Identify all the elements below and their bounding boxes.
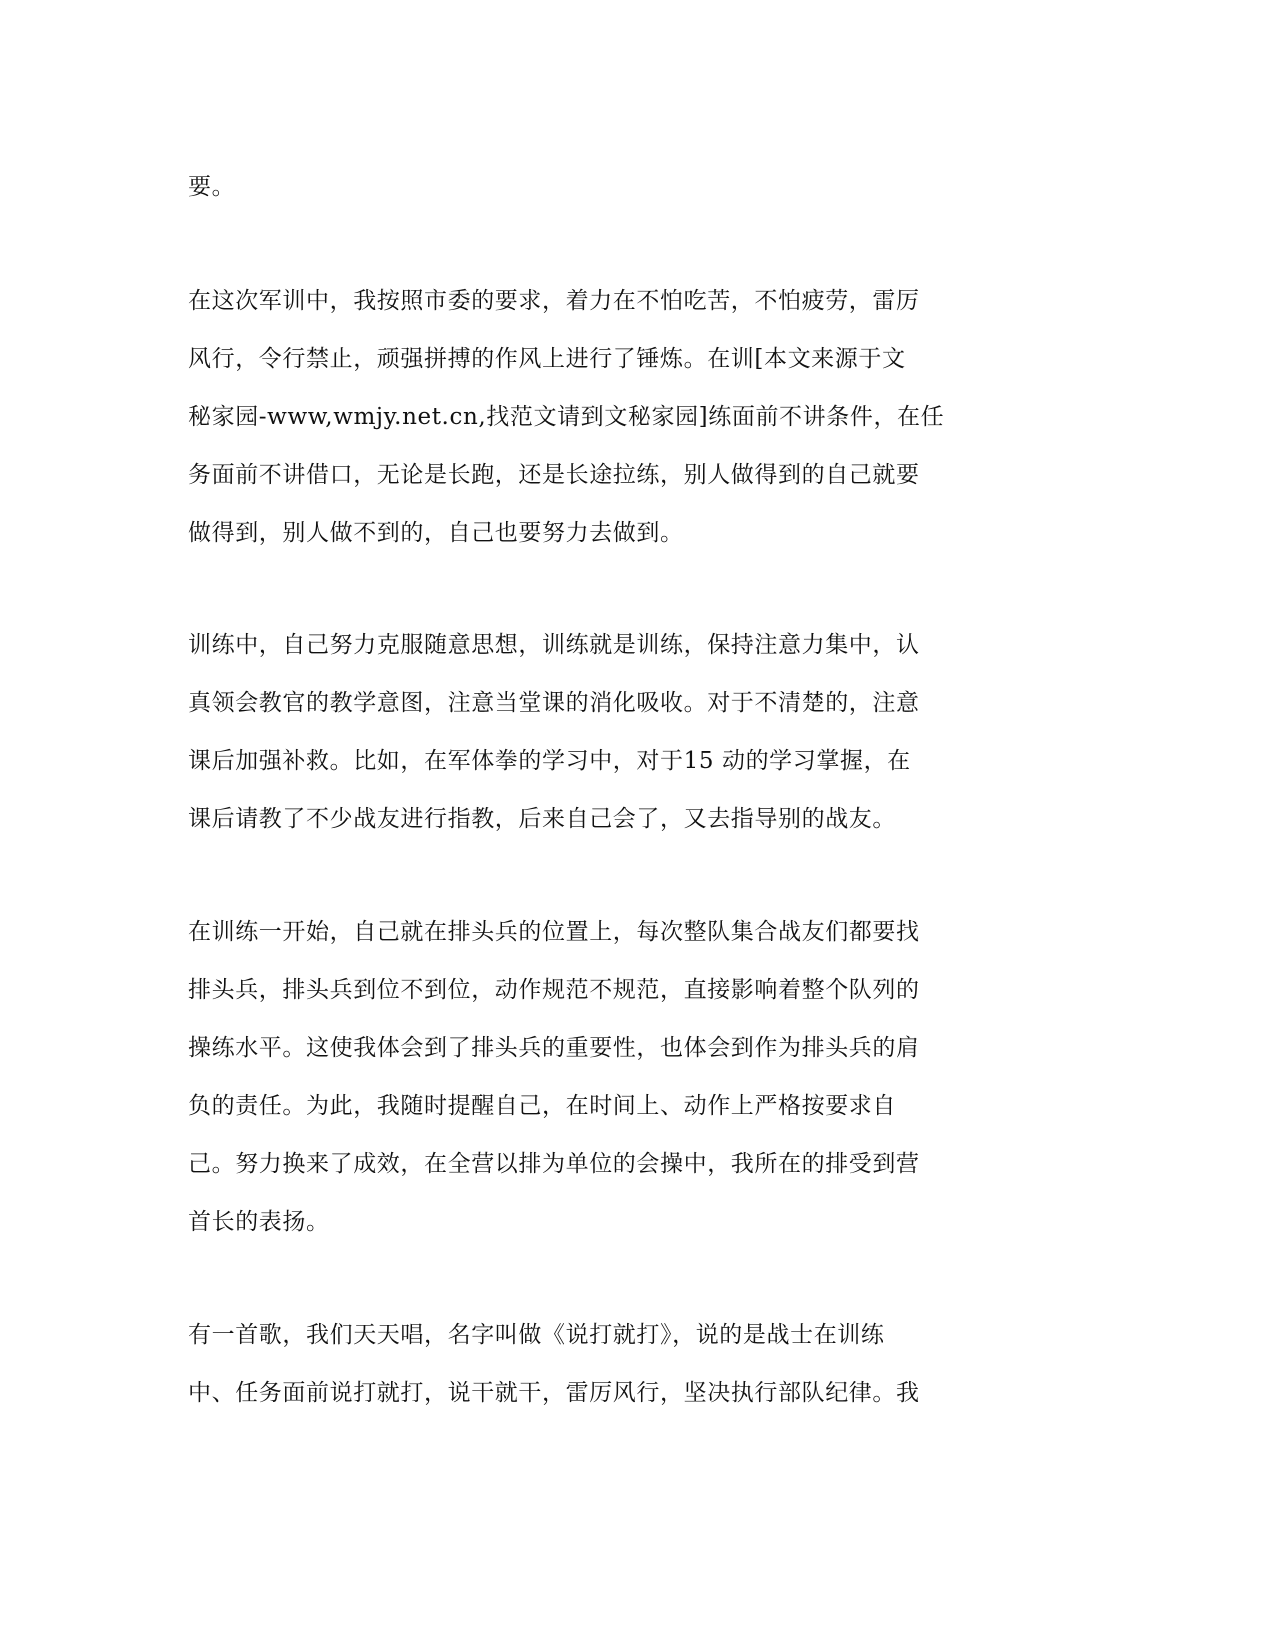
text-line: 要。	[188, 174, 236, 200]
text-line: 负的责任。为此，我随时提醒自己，在时间上、动作上严格按要求自	[188, 1093, 896, 1119]
text-line: 有一首歌，我们天天唱，名字叫做《说打就打》，说的是战士在训练	[188, 1322, 885, 1348]
text-line: 在这次军训中，我按照市委的要求，着力在不怕吃苦，不怕疲劳，雷厉	[188, 288, 920, 314]
text-line: 真领会教官的教学意图，注意当堂课的消化吸收。对于不清楚的，注意	[188, 690, 920, 716]
text-line: 操练水平。这使我体会到了排头兵的重要性，也体会到作为排头兵的肩	[188, 1035, 920, 1061]
text-line: 务面前不讲借口，无论是长跑，还是长途拉练，别人做得到的自己就要	[188, 462, 920, 488]
text-line: 做得到，别人做不到的，自己也要努力去做到。	[188, 520, 684, 546]
text-line: 排头兵，排头兵到位不到位，动作规范不规范，直接影响着整个队列的	[188, 977, 920, 1003]
text-line: 课后请教了不少战友进行指教，后来自己会了，又去指导别的战友。	[188, 806, 896, 832]
text-line: 训练中，自己努力克服随意思想，训练就是训练，保持注意力集中，认	[188, 632, 920, 658]
text-line: 在训练一开始，自己就在排头兵的位置上，每次整队集合战友们都要找	[188, 919, 920, 945]
text-line: 首长的表扬。	[188, 1209, 330, 1235]
text-line: 中、任务面前说打就打，说干就干，雷厉风行，坚决执行部队纪律。我	[188, 1380, 920, 1406]
text-line: 课后加强补救。比如，在军体拳的学习中，对于15 动的学习掌握，在	[188, 748, 911, 774]
text-line: 己。努力换来了成效，在全营以排为单位的会操中，我所在的排受到营	[188, 1151, 920, 1177]
text-line: 秘家园-www,wmjy.net.cn,找范文请到文秘家园]练面前不讲条件，在任	[188, 404, 945, 430]
text-line: 风行，令行禁止，顽强拼搏的作风上进行了锤炼。在训[本文来源于文	[188, 346, 906, 372]
